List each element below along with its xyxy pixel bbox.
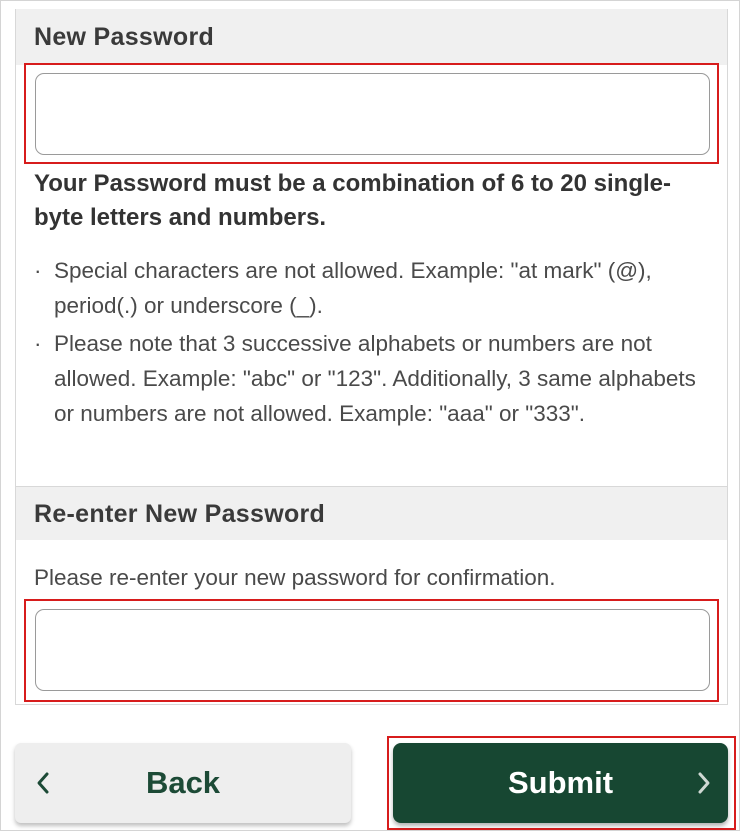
password-form-panel xyxy=(15,9,728,705)
password-rule-title: Your Password must be a combination of 6 to 20 single-byte letters and numbers. xyxy=(34,170,671,231)
note-text: Special characters are not allowed. Example: "at mark" (@), period(.) or underscore (_). xyxy=(54,258,652,318)
back-button[interactable] xyxy=(15,743,351,823)
password-note-successive-chars xyxy=(34,326,714,431)
reenter-password-highlight xyxy=(24,599,719,702)
reenter-instruction: Please re-enter your new password for confirmation. xyxy=(34,565,556,590)
reenter-password-header: Re-enter New Password xyxy=(16,486,727,540)
new-password-highlight xyxy=(24,63,719,164)
bullet-mark: · xyxy=(34,258,42,283)
chevron-right-icon xyxy=(696,743,712,823)
submit-button[interactable] xyxy=(393,743,728,823)
submit-button-label: Submit xyxy=(507,765,614,800)
new-password-input[interactable] xyxy=(35,73,710,155)
back-button-label: Back xyxy=(145,765,221,800)
password-note-special-chars xyxy=(34,253,714,323)
reenter-password-input[interactable] xyxy=(35,609,710,691)
new-password-header: New Password xyxy=(16,9,727,65)
bullet-mark: · xyxy=(34,331,42,356)
note-text: Please note that 3 successive alphabets or numbers are not allowed. Example: "abc" or "123". Additionally, 3 same alphabets or numbers are not allowed. Example: "aaa" or "333". xyxy=(54,331,696,426)
